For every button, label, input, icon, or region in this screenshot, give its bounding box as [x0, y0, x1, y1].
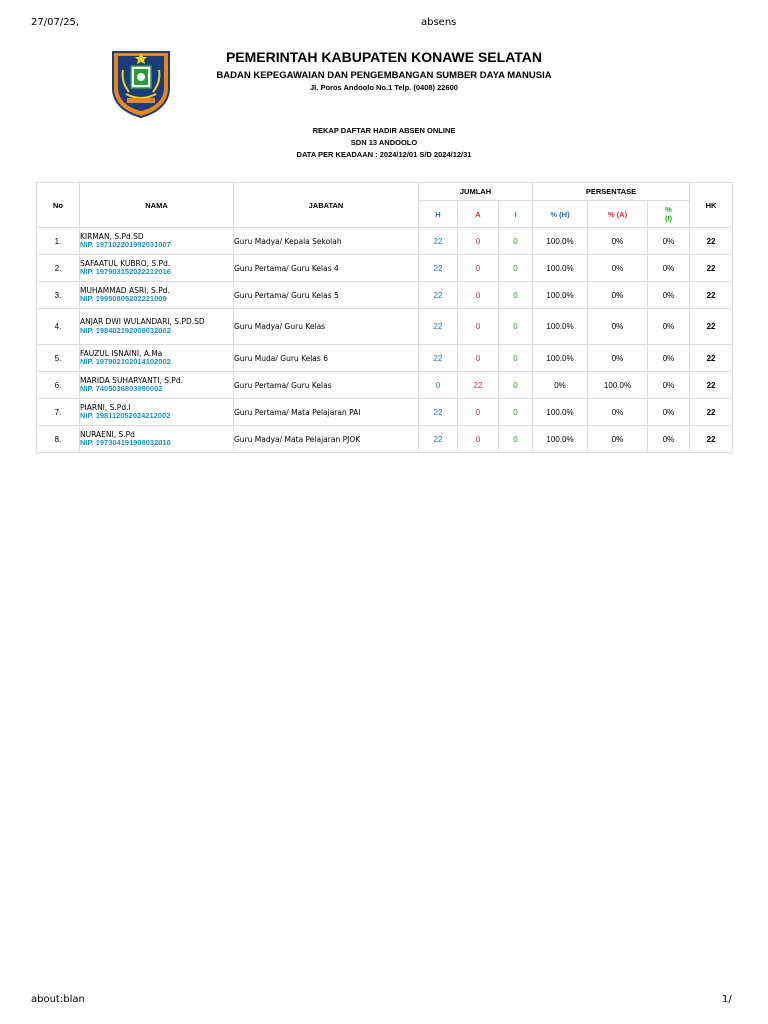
agency-name: BADAN KEPEGAWAIAN DAN PENGEMBANGAN SUMBER DAYA MANUSIA — [216, 70, 552, 81]
row-i: 0 — [499, 309, 533, 345]
row-a: 0 — [458, 399, 499, 426]
row-hk: 22 — [690, 372, 733, 399]
row-h: 22 — [419, 399, 458, 426]
row-pct-h: 100.0% — [533, 309, 588, 345]
employee-name: MUHAMMAD ASRI, S.Pd. — [80, 285, 170, 295]
table-row — [37, 399, 733, 426]
row-h: 22 — [419, 282, 458, 309]
row-pct-a: 0% — [588, 426, 648, 453]
row-hk: 22 — [690, 255, 733, 282]
row-h: 22 — [419, 309, 458, 345]
header-h: H — [419, 201, 458, 228]
row-a: 22 — [458, 372, 499, 399]
row-hk: 22 — [690, 426, 733, 453]
row-no: 8. — [37, 426, 80, 453]
row-hk: 22 — [690, 345, 733, 372]
header-hk: HK — [690, 183, 733, 228]
header-position: JABATAN — [234, 183, 419, 228]
header-a: A — [458, 201, 499, 228]
row-pct-i: 0% — [648, 399, 690, 426]
row-pct-a: 0% — [588, 255, 648, 282]
row-name-cell — [80, 372, 234, 399]
row-a: 0 — [458, 228, 499, 255]
row-position: Guru Madya/ Kepala Sekolah — [234, 228, 419, 255]
header-pct-h: % (H) — [533, 201, 588, 228]
row-h: 22 — [419, 255, 458, 282]
row-h: 0 — [419, 372, 458, 399]
row-name-cell — [80, 282, 234, 309]
row-i: 0 — [499, 345, 533, 372]
row-no: 2. — [37, 255, 80, 282]
table-row — [37, 345, 733, 372]
row-pct-h: 100.0% — [533, 426, 588, 453]
row-name-cell — [80, 345, 234, 372]
row-no: 5. — [37, 345, 80, 372]
row-pct-a: 0% — [588, 282, 648, 309]
employee-name: NURAENI, S.Pd — [80, 429, 135, 439]
row-pct-h: 100.0% — [533, 228, 588, 255]
header-pct-i-bottom: (I) — [664, 214, 673, 223]
row-i: 0 — [499, 372, 533, 399]
row-pct-i: 0% — [648, 372, 690, 399]
row-position: Guru Pertama/ Mata Pelajaran PAI — [234, 399, 419, 426]
row-position: Guru Pertama/ Guru Kelas 4 — [234, 255, 419, 282]
employee-name: SAFAATUL KUBRO, S.Pd. — [80, 258, 171, 268]
header-pct-i — [648, 201, 690, 228]
print-footer-page: 1/ — [722, 994, 732, 1005]
agency-address: Jl. Poros Andoolo No.1 Telp. (0408) 22600 — [310, 83, 458, 92]
employee-name: KIRMAN, S.Pd.SD — [80, 231, 144, 241]
row-h: 22 — [419, 228, 458, 255]
row-a: 0 — [458, 282, 499, 309]
row-i: 0 — [499, 426, 533, 453]
row-position: Guru Pertama/ Guru Kelas 5 — [234, 282, 419, 309]
row-h: 22 — [419, 426, 458, 453]
row-name-cell — [80, 255, 234, 282]
employee-nip: NIP. 19950805202221009 — [80, 294, 167, 303]
row-pct-h: 100.0% — [533, 399, 588, 426]
table-row — [37, 372, 733, 399]
row-pct-a: 100.0% — [588, 372, 648, 399]
employee-name: ANJAR DWI WULANDARI, S.PD.SD — [80, 317, 205, 326]
employee-nip: NIP. 7405036803990002 — [80, 384, 163, 393]
employee-nip: NIP. 198402192009032002 — [80, 325, 171, 335]
attendance-table — [36, 182, 733, 453]
row-a: 0 — [458, 309, 499, 345]
row-pct-i: 0% — [648, 228, 690, 255]
row-position: Guru Muda/ Guru Kelas 6 — [234, 345, 419, 372]
row-i: 0 — [499, 228, 533, 255]
row-a: 0 — [458, 426, 499, 453]
row-pct-i: 0% — [648, 426, 690, 453]
row-pct-h: 100.0% — [533, 255, 588, 282]
row-pct-h: 100.0% — [533, 345, 588, 372]
row-position: Guru Madya/ Guru Kelas — [234, 309, 419, 345]
table-row — [37, 228, 733, 255]
header-no: No — [37, 183, 80, 228]
government-name: PEMERINTAH KABUPATEN KONAWE SELATAN — [225, 49, 543, 65]
row-no: 1. — [37, 228, 80, 255]
print-footer-url: about:blan — [31, 994, 85, 1005]
employee-nip: NIP. 198112052024212002 — [80, 411, 171, 420]
row-pct-h: 100.0% — [533, 282, 588, 309]
row-a: 0 — [458, 255, 499, 282]
row-pct-i: 0% — [648, 309, 690, 345]
header-i: I — [499, 201, 533, 228]
row-i: 0 — [499, 255, 533, 282]
row-name-cell — [80, 228, 234, 255]
row-hk: 22 — [690, 399, 733, 426]
row-pct-i: 0% — [648, 282, 690, 309]
row-pct-a: 0% — [588, 399, 648, 426]
header-jumlah: JUMLAH — [419, 183, 533, 201]
header-pct-i-top: % — [665, 205, 672, 214]
table-row — [37, 255, 733, 282]
row-hk: 22 — [690, 228, 733, 255]
employee-name: PIARNI, S.Pd.I — [80, 402, 131, 412]
row-i: 0 — [499, 282, 533, 309]
table-row — [37, 309, 733, 345]
row-hk: 22 — [690, 309, 733, 345]
print-page-title: absens — [421, 17, 457, 28]
row-name-cell — [80, 309, 234, 345]
row-i: 0 — [499, 399, 533, 426]
row-name-cell — [80, 399, 234, 426]
row-position: Guru Madya/ Mata Pelajaran PJOK — [234, 426, 419, 453]
row-no: 6. — [37, 372, 80, 399]
employee-nip: NIP. 197304191998032010 — [80, 438, 171, 447]
row-pct-a: 0% — [588, 228, 648, 255]
row-pct-a: 0% — [588, 345, 648, 372]
header-pct-a: % (A) — [588, 201, 648, 228]
row-hk: 22 — [690, 282, 733, 309]
row-name-cell — [80, 426, 234, 453]
row-no: 7. — [37, 399, 80, 426]
row-pct-h: 0% — [533, 372, 588, 399]
table-row — [37, 426, 733, 453]
employee-name: FAUZUL ISNAINI, A.Ma — [80, 348, 163, 358]
row-no: 3. — [37, 282, 80, 309]
print-date: 27/07/25, — [31, 17, 80, 28]
row-pct-i: 0% — [648, 345, 690, 372]
report-title: REKAP DAFTAR HADIR ABSEN ONLINE — [312, 126, 456, 135]
row-h: 22 — [419, 345, 458, 372]
employee-name: MARIDA SUHARYANTI, S.Pd. — [80, 375, 184, 385]
employee-nip: NIP. 197902102014102002 — [80, 357, 171, 366]
employee-nip: NIP. 197102201992031007 — [80, 240, 171, 249]
employee-nip: NIP. 197903152022212016 — [80, 267, 171, 276]
row-a: 0 — [458, 345, 499, 372]
school-name: SDN 13 ANDOOLO — [350, 138, 418, 147]
row-no: 4. — [37, 309, 80, 345]
header-persentase: PERSENTASE — [533, 183, 690, 201]
header-name: NAMA — [80, 183, 234, 228]
row-pct-i: 0% — [648, 255, 690, 282]
table-row — [37, 282, 733, 309]
row-pct-a: 0% — [588, 309, 648, 345]
row-position: Guru Pertama/ Guru Kelas — [234, 372, 419, 399]
data-period: DATA PER KEADAAN : 2024/12/01 S/D 2024/12/31 — [296, 150, 472, 159]
